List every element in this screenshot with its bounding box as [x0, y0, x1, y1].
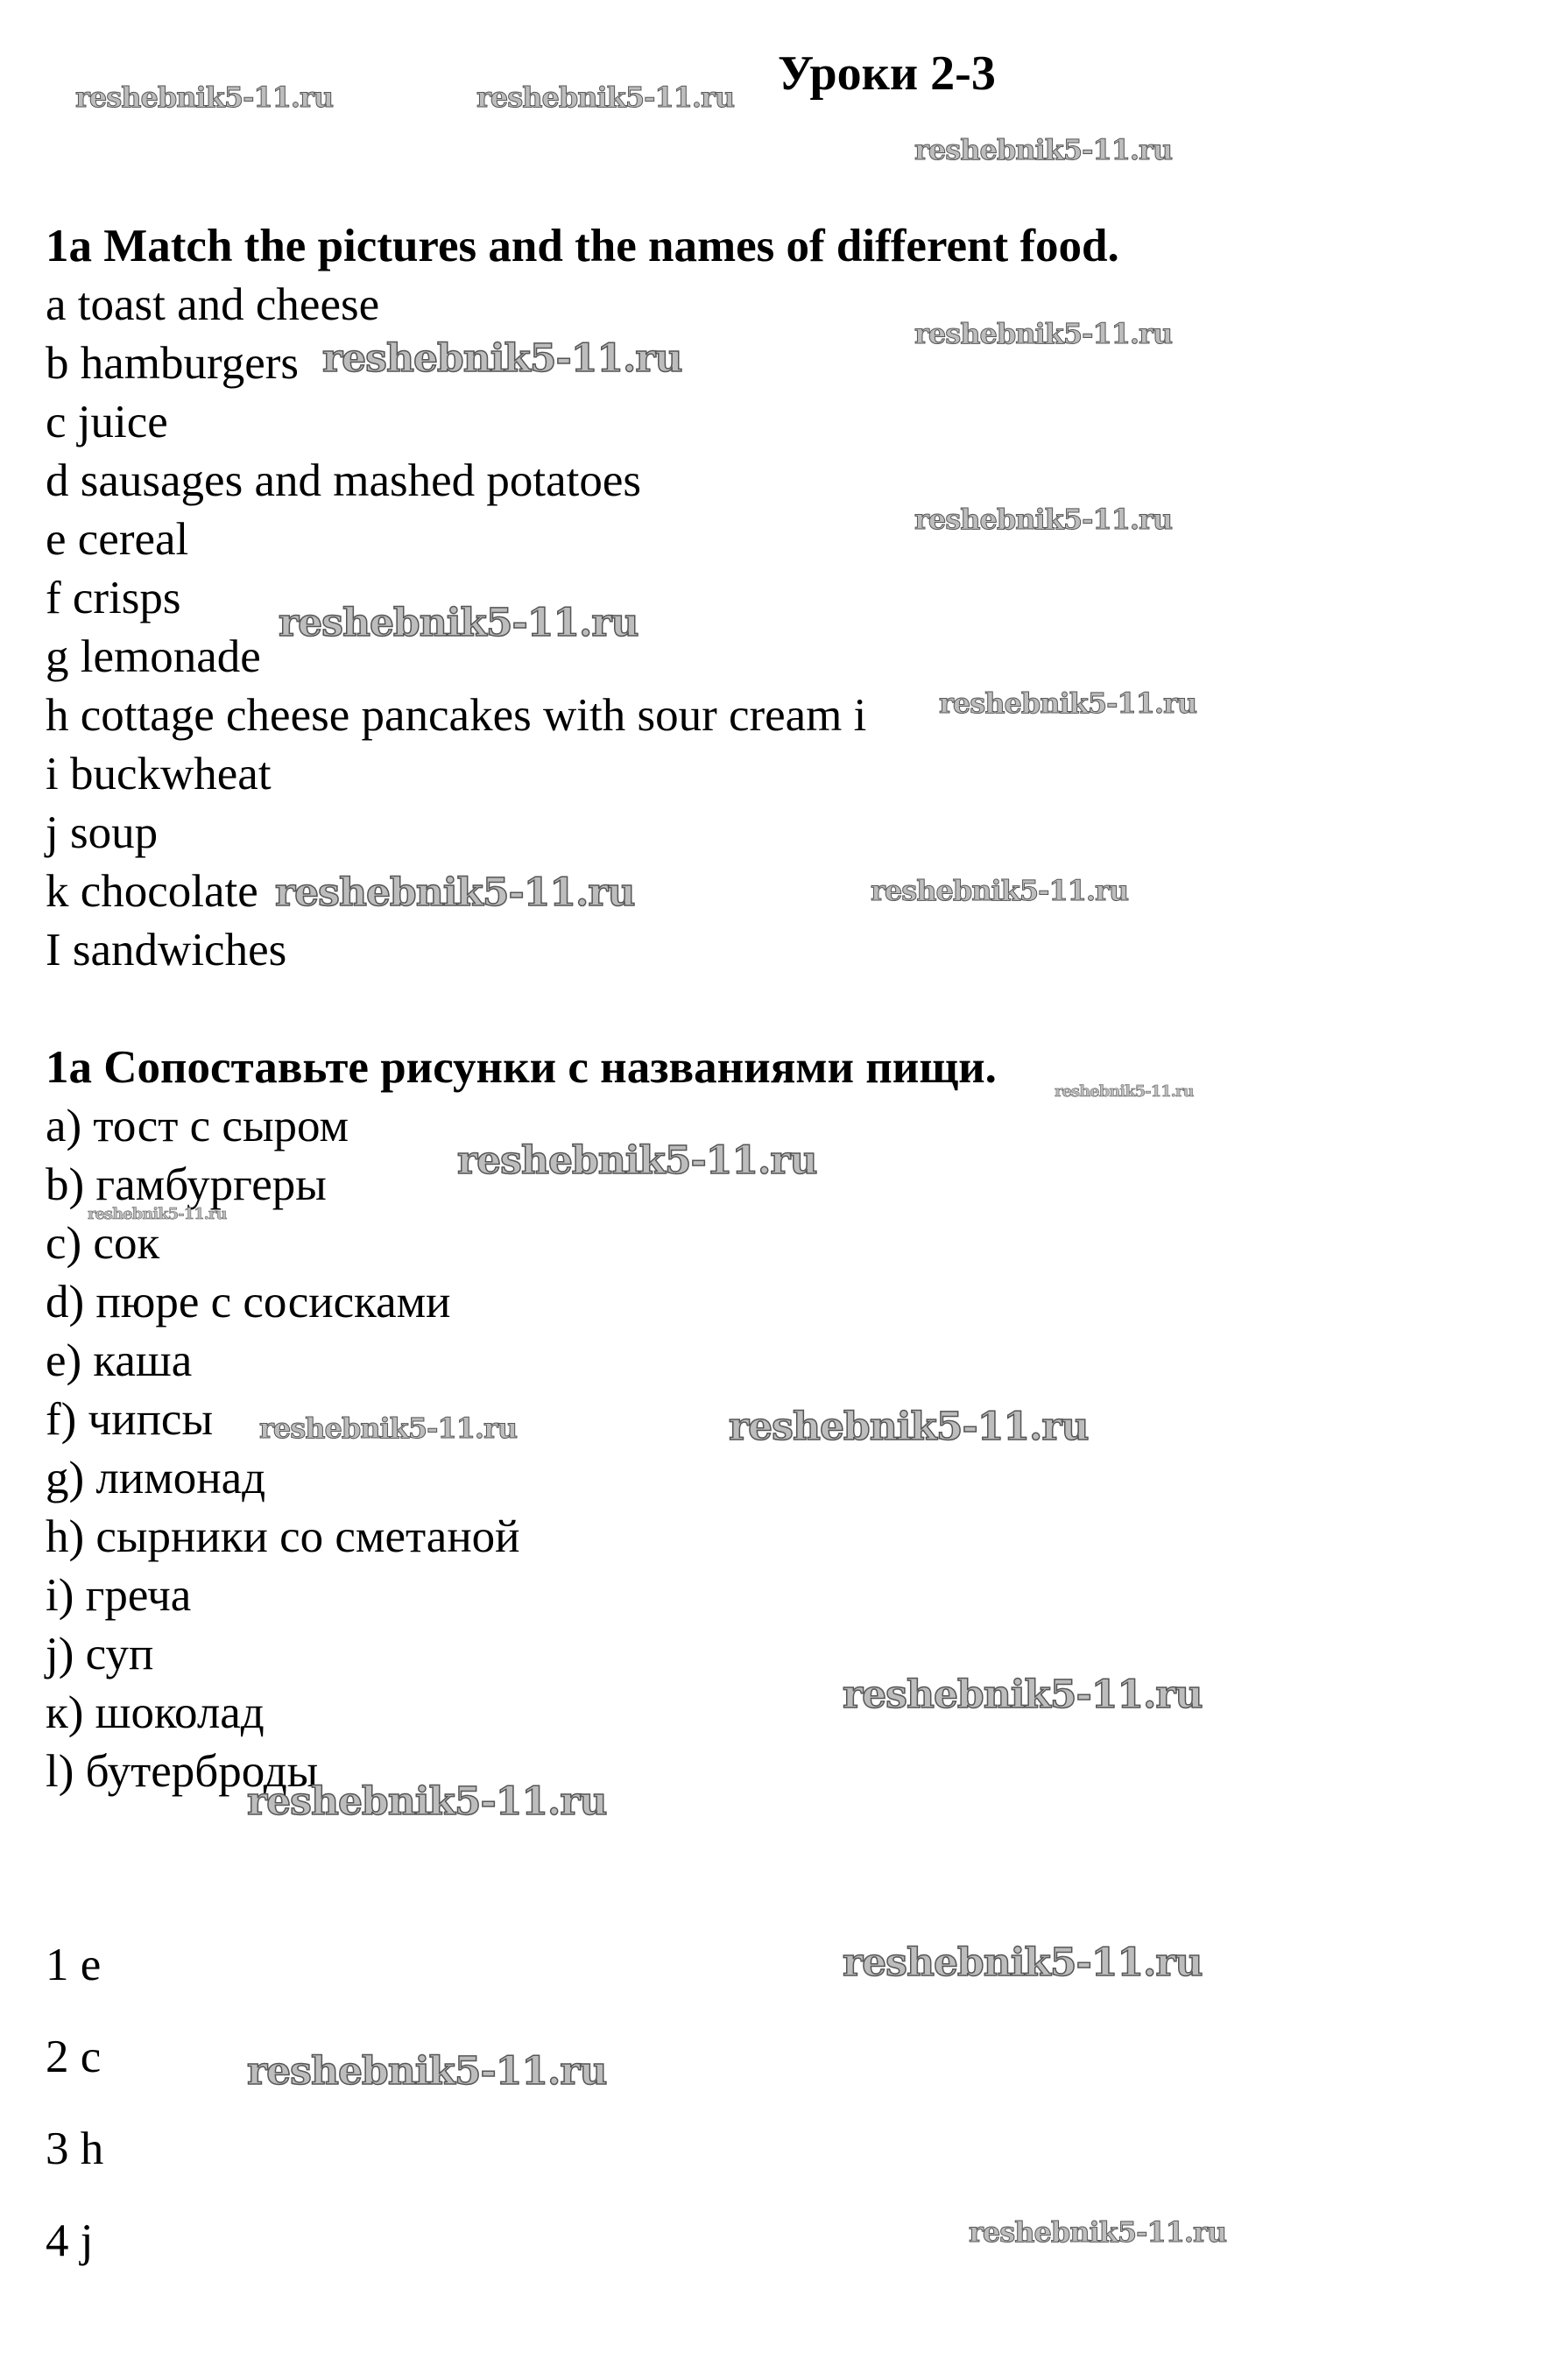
watermark: reshebnik5-11.ru	[914, 133, 1173, 166]
english-food-item: d sausages and mashed potatoes	[46, 455, 641, 506]
english-food-item: j soup	[46, 807, 159, 858]
answer-item: 1 e	[46, 1940, 102, 1990]
answers-list	[46, 1919, 103, 2287]
watermark: reshebnik5-11.ru	[279, 601, 638, 645]
watermark: reshebnik5-11.ru	[259, 1412, 518, 1445]
english-food-item: I sandwiches	[46, 925, 287, 975]
english-food-item: h cottage cheese pancakes with sour cream i	[46, 690, 867, 741]
english-food-item: e cereal	[46, 514, 189, 565]
english-food-item: a toast and cheese	[46, 279, 380, 330]
english-food-item: i buckwheat	[46, 749, 272, 799]
watermark: reshebnik5-11.ru	[476, 81, 735, 114]
watermark: reshebnik5-11.ru	[939, 687, 1197, 720]
answer-item: 3 h	[46, 2123, 104, 2174]
english-food-item: b hamburgers	[46, 338, 299, 389]
watermark: reshebnik5-11.ru	[88, 1205, 227, 1223]
answer-item: 4 j	[46, 2215, 94, 2266]
russian-food-item: f) чипсы	[46, 1394, 214, 1445]
answer-item: 2 c	[46, 2031, 102, 2082]
watermark: reshebnik5-11.ru	[75, 81, 334, 114]
russian-food-item: i) греча	[46, 1570, 192, 1621]
watermark: reshebnik5-11.ru	[322, 336, 682, 381]
russian-food-item: c) сок	[46, 1218, 160, 1269]
english-food-item: c juice	[46, 397, 168, 447]
watermark: reshebnik5-11.ru	[275, 870, 635, 915]
watermark: reshebnik5-11.ru	[969, 2215, 1227, 2249]
watermark: reshebnik5-11.ru	[247, 2049, 607, 2094]
watermark: reshebnik5-11.ru	[914, 317, 1173, 350]
russian-food-item: d) пюре с сосисками	[46, 1277, 451, 1327]
english-task-heading: 1a Match the pictures and the names of different food.	[46, 221, 1119, 271]
english-food-item: k chocolate	[46, 866, 258, 917]
russian-food-item: a) тост с сыром	[46, 1101, 349, 1151]
watermark: reshebnik5-11.ru	[729, 1405, 1089, 1449]
russian-food-item: g) лимонад	[46, 1453, 266, 1503]
russian-food-item: h) сырники со сметаной	[46, 1511, 520, 1562]
watermark: reshebnik5-11.ru	[247, 1779, 607, 1824]
watermark: reshebnik5-11.ru	[1055, 1082, 1194, 1101]
english-food-item: g lemonade	[46, 631, 261, 682]
watermark: reshebnik5-11.ru	[457, 1138, 817, 1183]
russian-food-item: к) шоколад	[46, 1687, 265, 1738]
watermark: reshebnik5-11.ru	[871, 874, 1129, 907]
russian-food-item: e) каша	[46, 1335, 193, 1386]
russian-food-item: b) гамбургеры	[46, 1159, 327, 1210]
watermark: reshebnik5-11.ru	[843, 1672, 1203, 1717]
russian-food-item: l) бутерброды	[46, 1746, 319, 1797]
watermark: reshebnik5-11.ru	[843, 1940, 1203, 1985]
russian-task-heading: 1a Сопоставьте рисунки с названиями пищи.	[46, 1042, 997, 1093]
watermark: reshebnik5-11.ru	[914, 503, 1173, 536]
russian-food-item: j) суп	[46, 1629, 154, 1679]
english-food-item: f crisps	[46, 573, 181, 623]
lesson-title: Уроки 2-3	[778, 46, 996, 101]
